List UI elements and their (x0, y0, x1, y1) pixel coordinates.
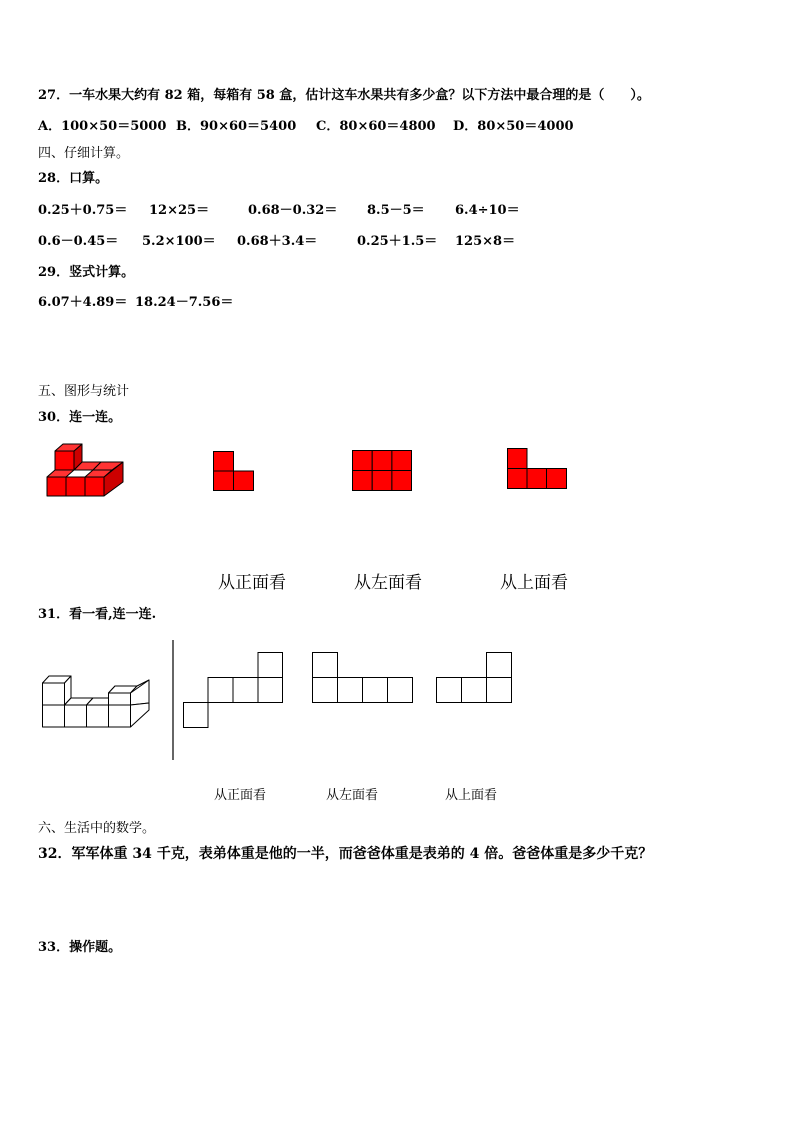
mental-calc-1: 0.25＋0.75＝ (38, 203, 128, 218)
mental-calc-2: 12×25＝ (149, 203, 210, 218)
section-6-heading: 六、生活中的数学。 (38, 821, 156, 836)
question-32: 32．军军体重 34 千克，表弟体重是他的一半，而爸爸体重是表弟的 4 倍。爸爸体重是多少千克？ (38, 846, 653, 862)
q31-divider-line (172, 640, 174, 760)
q30-label-left: 从左面看 (354, 573, 422, 593)
q31-label-left: 从左面看 (326, 788, 379, 803)
q30-view-b (352, 450, 412, 491)
q31-view-c (436, 652, 513, 703)
question-30-title: 30．连一连。 (38, 410, 122, 425)
q30-view-c (507, 448, 567, 489)
q31-solid-figure (42, 674, 154, 729)
q31-label-front: 从正面看 (214, 788, 267, 803)
q31-label-top: 从上面看 (445, 788, 498, 803)
mental-calc-8: 0.68＋3.4＝ (237, 234, 318, 249)
q31-view-a (183, 652, 283, 728)
q30-solid-figure (46, 438, 126, 498)
q27-option-c: C．80×60＝4800 (316, 119, 436, 134)
q30-view-a (213, 451, 254, 491)
mental-calc-5: 6.4÷10＝ (455, 203, 520, 218)
mental-calc-6: 0.6－0.45＝ (38, 234, 119, 249)
mental-calc-3: 0.68－0.32＝ (248, 203, 338, 218)
question-29-title: 29．竖式计算。 (38, 265, 135, 280)
mental-calc-7: 5.2×100＝ (142, 234, 216, 249)
mental-calc-10: 125×8＝ (455, 234, 516, 249)
mental-calc-4: 8.5－5＝ (367, 203, 425, 218)
question-28-title: 28．口算。 (38, 171, 109, 186)
q30-label-top: 从上面看 (500, 573, 568, 593)
q31-view-b (312, 652, 413, 703)
question-31-title: 31．看一看,连一连. (38, 607, 157, 622)
question-27-stem: 27．一车水果大约有 82 箱，每箱有 58 盒，估计这车水果共有多少盒？以下方法中最合理的是（ ）。 (38, 88, 650, 103)
mental-calc-9: 0.25＋1.5＝ (357, 234, 438, 249)
section-5-heading: 五、图形与统计 (38, 384, 130, 399)
column-calc-2: 18.24－7.56＝ (135, 295, 234, 310)
question-33: 33．操作题。 (38, 940, 122, 955)
q27-option-d: D．80×50＝4000 (453, 119, 574, 134)
section-4-heading: 四、仔细计算。 (38, 146, 130, 161)
q30-label-front: 从正面看 (218, 573, 286, 593)
q27-option-b: B．90×60＝5400 (176, 119, 297, 134)
q27-option-a: A．100×50＝5000 (38, 119, 167, 134)
column-calc-1: 6.07＋4.89＝ (38, 295, 128, 310)
